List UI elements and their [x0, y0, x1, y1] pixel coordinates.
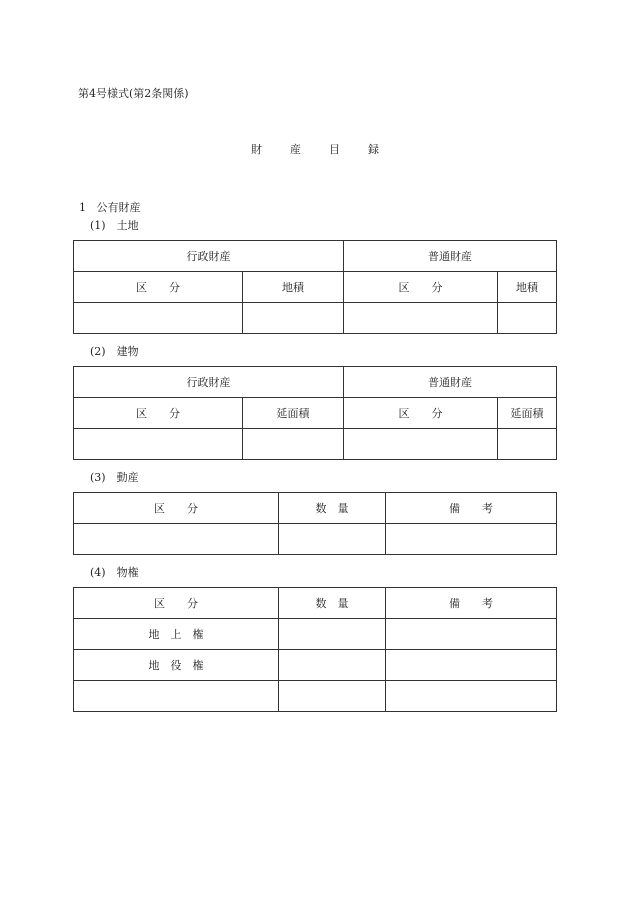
building-floor-area-header: 延面積: [498, 398, 557, 429]
movable-kubun-header: 区 分: [74, 493, 279, 524]
movable-remarks-header: 備 考: [386, 493, 557, 524]
section-heading: [79, 199, 141, 215]
table-cell: [344, 303, 498, 334]
rights-kubun-header: 区 分: [74, 588, 279, 619]
section-number: 1: [79, 201, 86, 214]
table-cell: [74, 429, 243, 460]
title-char: 目: [329, 143, 340, 156]
land-general-property-header: 普通財産: [344, 241, 557, 272]
building-kubun-header: 区 分: [74, 398, 243, 429]
table-row: [74, 429, 557, 460]
table-cell: [279, 650, 386, 681]
rights-table: [73, 587, 557, 712]
land-kubun-header: 区 分: [344, 272, 498, 303]
table-cell: [279, 681, 386, 712]
table-cell: [243, 303, 344, 334]
land-kubun-header: 区 分: [74, 272, 243, 303]
table-cell: [74, 524, 279, 555]
movable-quantity-header: 数 量: [279, 493, 386, 524]
land-area-header: 地積: [498, 272, 557, 303]
land-table: [73, 240, 557, 334]
table-cell: [498, 429, 557, 460]
title-char: 産: [290, 143, 301, 156]
building-floor-area-header: 延面積: [243, 398, 344, 429]
table-cell: [344, 429, 498, 460]
movable-table: [73, 492, 557, 555]
table-cell: [386, 619, 557, 650]
table-cell: [386, 681, 557, 712]
table-row: [74, 681, 557, 712]
rights-heading: (4) 物権: [90, 566, 139, 579]
land-admin-property-header: 行政財産: [74, 241, 344, 272]
building-heading: (2) 建物: [90, 345, 139, 358]
building-admin-property-header: 行政財産: [74, 367, 344, 398]
table-cell: [386, 650, 557, 681]
table-cell: [279, 619, 386, 650]
land-area-header: 地積: [243, 272, 344, 303]
building-kubun-header: 区 分: [344, 398, 498, 429]
land-heading: (1) 土地: [90, 219, 139, 232]
table-cell: [74, 303, 243, 334]
rights-remarks-header: 備 考: [386, 588, 557, 619]
surface-right-label: 地 上 権: [74, 619, 279, 650]
easement-label: 地 役 権: [74, 650, 279, 681]
table-row: [74, 524, 557, 555]
rights-quantity-header: 数 量: [279, 588, 386, 619]
table-row: [74, 619, 557, 650]
table-cell: [279, 524, 386, 555]
document-title: [0, 141, 630, 157]
title-char: 録: [368, 143, 379, 156]
table-cell: [74, 681, 279, 712]
table-row: [74, 303, 557, 334]
form-number-label: 第4号様式(第2条関係): [78, 87, 189, 100]
movable-heading: (3) 動産: [90, 471, 139, 484]
table-cell: [498, 303, 557, 334]
table-row: [74, 650, 557, 681]
building-table: [73, 366, 557, 460]
title-char: 財: [251, 143, 262, 156]
building-general-property-header: 普通財産: [344, 367, 557, 398]
table-cell: [386, 524, 557, 555]
table-cell: [243, 429, 344, 460]
section-title: 公有財産: [96, 201, 141, 214]
